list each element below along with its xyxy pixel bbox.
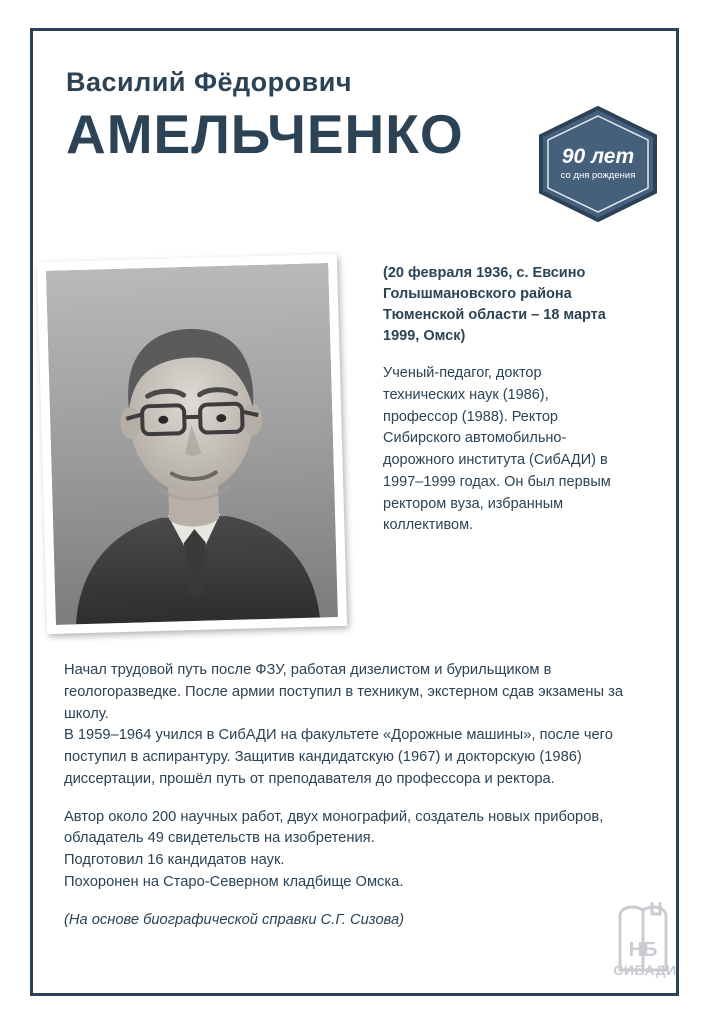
portrait-illustration — [46, 263, 338, 625]
anniversary-badge — [538, 106, 658, 222]
title-block — [66, 68, 536, 163]
library-logo-caption: СИБАДИ — [613, 962, 677, 978]
bio-summary: Ученый-педагог, доктор технических наук (1986), профессор (1988). Ректор Сибирского автомобильно-дорожного института (СибАДИ) в 1997–1999 годах. Он был первым ректором вуза, избранным коллективом. — [383, 365, 611, 534]
first-name: Василий Фёдорович — [66, 67, 353, 97]
source-note: (На основе биографической справки С.Г. Сизова) — [64, 911, 405, 928]
badge-main-text: 90 лет — [561, 145, 635, 169]
logo-mark-text: НБ — [628, 939, 658, 961]
last-name: АМЕЛЬЧЕНКО — [66, 102, 464, 165]
portrait-photo-frame — [37, 254, 347, 634]
biography-body — [64, 660, 624, 931]
bio-column — [383, 263, 623, 537]
badge-sub-text: со дня рождения — [560, 170, 636, 182]
biography-paragraph-2: Автор около 200 научных работ, двух монографий, создатель новых приборов, обладатель 49 свидетельств на изобретения. Подготовил 16 кандидатов наук. Похоронен на Старо-Северном кладбище Омска. — [64, 808, 604, 890]
biography-paragraph-1: Начал трудовой путь после ФЗУ, работая дизелистом и бурильщиком в геологоразведке. После армии поступил в техникум, экстерном сдав экзамены за школу. В 1959–1964 учился в СибАДИ на факультете «Дорожные машины», после чего поступил в аспирантуру. Защитив кандидатскую (1967) и докторскую (1986) диссертации, прошёл путь от преподавателя до профессора и ректора. — [64, 662, 623, 787]
life-dates: (20 февраля 1936, с. Евсино Голышмановского района Тюменской области – 18 марта 1999, Омск) — [383, 265, 606, 345]
badge-text — [538, 106, 658, 222]
portrait-photo — [46, 263, 338, 625]
